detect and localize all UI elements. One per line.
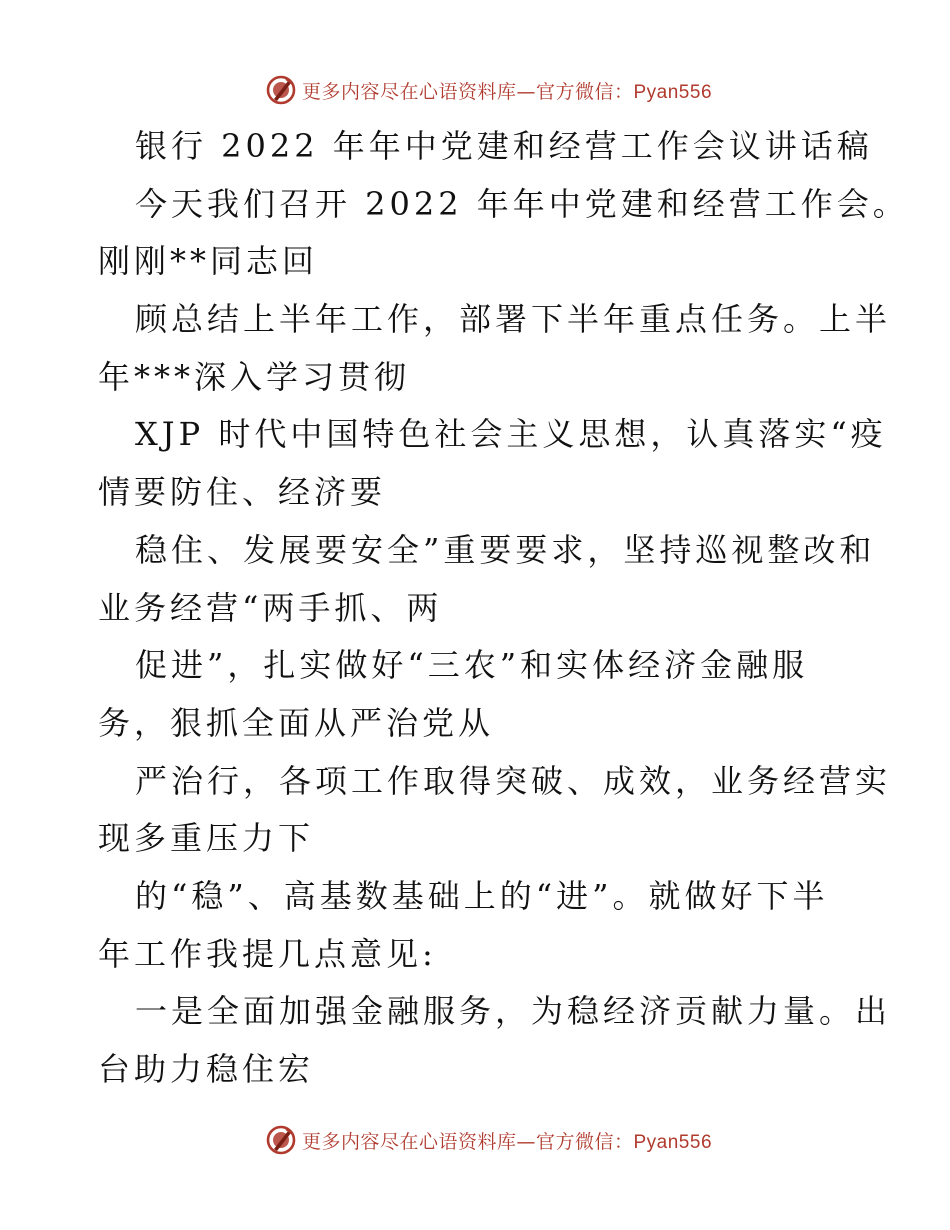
paragraph-line: 刚刚**同志回 — [98, 242, 319, 281]
paragraph-line: 业务经营“两手抓、两 — [98, 588, 443, 627]
document-title: 银行 2022 年年中党建和经营工作会议讲话稿 — [135, 127, 873, 165]
paragraph-line: XJP 时代中国特色社会主义思想，认真落实“疫 — [135, 415, 887, 454]
footer-watermark — [0, 1120, 950, 1160]
paragraph-line: 年***深入学习贯彻 — [98, 357, 411, 396]
watermark-main-text: 更多内容尽在心语资料库 — [301, 1130, 517, 1153]
watermark-main-text: 更多内容尽在心语资料库 — [301, 80, 517, 103]
paragraph-line: 促进”，扎实做好“三农”和实体经济金融服 — [135, 646, 809, 685]
paragraph-line: 稳住、发展要安全”重要要求，坚持巡视整改和 — [135, 530, 876, 569]
paragraph-line: 现多重压力下 — [98, 819, 315, 858]
watermark-contact-label: 官方微信： — [535, 1130, 634, 1153]
paragraph-line: 务，狠抓全面从严治党从 — [98, 703, 495, 742]
paragraph-line: 一是全面加强金融服务，为稳经济贡献力量。出 — [135, 992, 892, 1031]
paragraph-line: 严治行，各项工作取得突破、成效，业务经营实 — [135, 761, 892, 800]
watermark-dash: — — [516, 1130, 536, 1153]
pen-seal-logo-icon — [264, 1123, 298, 1157]
watermark-dash: — — [516, 80, 536, 103]
paragraph-line: 今天我们召开 2022 年年中党建和经营工作会。 — [135, 184, 909, 223]
header-watermark — [0, 70, 950, 110]
paragraph-line: 情要防住、经济要 — [98, 473, 387, 512]
pen-seal-logo-icon — [264, 73, 298, 107]
document-body — [98, 118, 909, 1099]
watermark-wechat-id: Pyan556 — [633, 1131, 713, 1153]
paragraph-line: 的“稳”、高基数基础上的“进”。就做好下半 — [135, 876, 829, 915]
paragraph-line: 台助力稳住宏 — [98, 1050, 315, 1088]
paragraph-line: 年工作我提几点意见: — [98, 934, 437, 973]
watermark-wechat-id: Pyan556 — [633, 81, 713, 103]
paragraph-line: 顾总结上半年工作，部署下半年重点任务。上半 — [135, 300, 892, 339]
watermark-contact-label: 官方微信： — [535, 80, 634, 103]
